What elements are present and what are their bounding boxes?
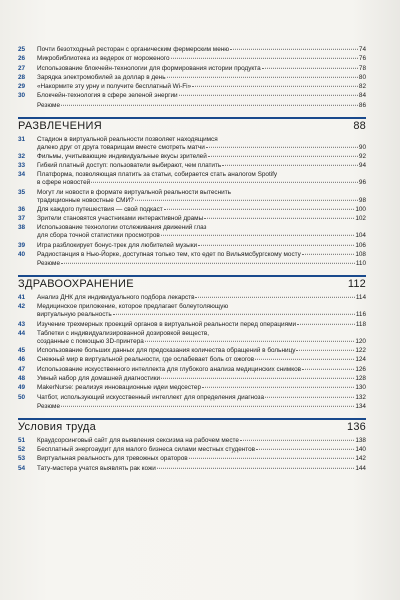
- entry-title: Таблетки с индивидуализированной дозировкой веществ,: [37, 329, 210, 337]
- entry-number: 27: [18, 64, 26, 72]
- entry-title: Медицинское приложение, которое предлагает болеутоляющую: [37, 303, 229, 311]
- dot-leader: [157, 468, 355, 469]
- entry-number: 28: [18, 73, 26, 81]
- entry-number: 25: [18, 46, 26, 53]
- dot-leader: [61, 406, 354, 407]
- entry-number: 35: [18, 188, 26, 196]
- toc-entry: [18, 375, 366, 383]
- dot-leader: [222, 165, 358, 166]
- entry-number: 41: [18, 294, 26, 302]
- entry-number: 31: [18, 135, 26, 143]
- section-page-number: 88: [353, 119, 366, 132]
- section-title: ЗДРАВООХРАНЕНИЕ: [18, 278, 134, 291]
- toc-entry: [18, 366, 366, 374]
- entry-page-number: 74: [358, 46, 366, 53]
- dot-leader: [192, 86, 358, 87]
- entry-title: Зарядка электромобилей за доллар в день: [37, 73, 166, 81]
- entry-title: в сфере новостей: [37, 179, 91, 187]
- toc-entry: [18, 171, 366, 187]
- section-header: [18, 275, 366, 290]
- entry-page-number: 134: [355, 402, 366, 410]
- entry-page-number: 116: [355, 311, 366, 319]
- entry-number: 49: [18, 384, 26, 392]
- entry-title: Умный набор для домашней диагностики: [37, 375, 161, 383]
- toc-entry: [18, 55, 366, 63]
- entry-page-number: 82: [358, 83, 366, 91]
- entry-number: 44: [18, 329, 26, 337]
- toc-entry: [18, 294, 366, 302]
- entry-number: 47: [18, 365, 26, 373]
- entry-title: Зрители становятся участниками интерактивной драмы: [37, 215, 204, 223]
- entry-page-number: 108: [355, 250, 366, 258]
- toc-entry: [18, 215, 366, 223]
- entry-title: Могут ли новости в формате виртуальной реальности вытеснить: [37, 188, 231, 196]
- entry-title: Резюме: [37, 101, 60, 109]
- section-header: [18, 418, 366, 433]
- entry-title: Использование больших данных для предсказания количества обращений в больницу: [37, 347, 296, 355]
- entry-page-number: 144: [355, 464, 366, 472]
- entry-title: Платформа, позволяющая платить за статьи, собирается стать аналогом Spotify: [37, 171, 278, 179]
- toc-entry: [18, 74, 366, 82]
- entry-number: 54: [18, 464, 26, 472]
- toc-entry: [18, 330, 366, 346]
- entry-page-number: 80: [358, 73, 366, 81]
- entry-title: Резюме: [37, 402, 60, 410]
- entry-page-number: 128: [355, 375, 366, 383]
- section-title: РАЗВЛЕЧЕНИЯ: [18, 119, 102, 132]
- toc-entry: [18, 455, 366, 463]
- toc-entry: [18, 224, 366, 240]
- dot-leader: [164, 209, 355, 210]
- entry-title: «Накормите эту урну и получите бесплатный Wi-Fi»: [37, 83, 192, 91]
- entry-page-number: 84: [358, 92, 366, 100]
- entry-page-number: 124: [355, 356, 366, 364]
- toc-entry: [18, 153, 366, 161]
- entry-number: 50: [18, 393, 26, 401]
- entry-page-number: 92: [358, 152, 366, 160]
- dot-leader: [230, 49, 358, 50]
- entry-title: традиционные новостные СМИ?: [37, 196, 134, 204]
- dot-leader: [206, 146, 358, 147]
- toc-entry: [18, 189, 366, 205]
- entry-title: Чатбот, использующий искусственный интеллект для определения диагноза: [37, 393, 265, 401]
- dot-leader: [256, 449, 354, 450]
- entry-number: 29: [18, 83, 26, 91]
- dot-leader: [204, 218, 354, 219]
- entry-page-number: 110: [355, 260, 366, 268]
- entry-page-number: 90: [358, 143, 366, 151]
- entry-title: Стадион в виртуальной реальности позволяет находящимся: [37, 135, 218, 143]
- toc-entry: [18, 303, 366, 319]
- entry-number: 42: [18, 303, 26, 311]
- entry-title: Для каждого путешествия — свой подкаст: [37, 205, 163, 213]
- dot-leader: [179, 95, 358, 96]
- entry-title: Использование искусственного интеллекта для глубокого анализа медицинских снимков: [37, 365, 302, 373]
- dot-leader: [161, 378, 354, 379]
- entry-title: Изучение трехмерных проекций органов в виртуальной реальности перед операциями: [37, 320, 297, 328]
- toc-entry: [18, 321, 366, 329]
- toc-entry: [18, 242, 366, 250]
- entry-title: Микробиблиотека из ведерок от мороженого: [37, 55, 170, 63]
- toc-entry: [18, 251, 366, 259]
- table-of-contents: [18, 46, 366, 474]
- entry-title: Краудсорсинговый сайт для выявления сексизма на рабочем месте: [37, 436, 239, 444]
- entry-title: далеко друг от друга товарищам вместе смотреть матчи: [37, 143, 205, 151]
- entry-number: 52: [18, 446, 26, 454]
- toc-entry: [18, 65, 366, 73]
- entry-number: 53: [18, 455, 26, 463]
- entry-page-number: 122: [355, 347, 366, 355]
- toc-entry: [18, 83, 366, 91]
- toc-summary-entry: [18, 260, 366, 268]
- dot-leader: [91, 182, 358, 183]
- entry-page-number: 140: [355, 446, 366, 454]
- entry-title: Игра разблокирует бонус-трек для любителей музыки: [37, 241, 198, 249]
- entry-number: 32: [18, 152, 26, 160]
- dot-leader: [262, 67, 358, 68]
- dot-leader: [240, 440, 354, 441]
- toc-entry: [18, 465, 366, 473]
- entry-title: Радиостанция в Нью-Йорке, доступная только тем, кто едет по Вильямсбургскому мосту: [37, 250, 301, 258]
- dot-leader: [171, 58, 358, 59]
- entry-title: Тату-мастера учатся выявлять рак кожи: [37, 464, 156, 472]
- dot-leader: [198, 244, 354, 245]
- entry-page-number: 106: [355, 241, 366, 249]
- entry-number: 40: [18, 250, 26, 258]
- entry-title: Фильмы, учитывающие индивидуальные вкусы зрителей: [37, 152, 207, 160]
- dot-leader: [302, 254, 354, 255]
- entry-title: Использование блокчейн-технологии для формирования истории продукта: [37, 64, 261, 72]
- entry-number: 26: [18, 55, 26, 63]
- entry-number: 33: [18, 162, 26, 170]
- entry-number: 37: [18, 215, 26, 223]
- dot-leader: [195, 297, 354, 298]
- entry-title: Использование технологии отслеживания движений глаз: [37, 224, 207, 232]
- dot-leader: [189, 458, 355, 459]
- toc-entry: [18, 46, 366, 54]
- toc-entry: [18, 92, 366, 100]
- dot-leader: [61, 105, 358, 106]
- entry-title: Гибкий платный доступ: пользователи выбирают, чем платить: [37, 162, 222, 170]
- entry-title: для сбора точной статистики просмотров: [37, 232, 160, 240]
- entry-number: 36: [18, 205, 26, 213]
- dot-leader: [61, 263, 355, 264]
- entry-title: Почти безотходный ресторан с органическим фермерским меню: [37, 46, 230, 53]
- entry-page-number: 100: [355, 205, 366, 213]
- entry-page-number: 120: [355, 337, 366, 345]
- dot-leader: [145, 341, 355, 342]
- toc-entry: [18, 437, 366, 445]
- toc-entry: [18, 162, 366, 170]
- entry-number: 39: [18, 241, 26, 249]
- toc-entry: [18, 394, 366, 402]
- dot-leader: [297, 323, 355, 324]
- toc-entry: [18, 347, 366, 355]
- section-title: Условия труда: [18, 420, 97, 433]
- entry-number: 51: [18, 436, 26, 444]
- toc-entry: [18, 446, 366, 454]
- toc-entry: [18, 206, 366, 214]
- entry-title: MakerNurse: реализуя инновационные идеи медсестер: [37, 384, 201, 392]
- entry-page-number: 130: [355, 384, 366, 392]
- entry-page-number: 96: [358, 179, 366, 187]
- dot-leader: [302, 369, 354, 370]
- entry-page-number: 102: [355, 215, 366, 223]
- entry-page-number: 86: [358, 101, 366, 109]
- entry-page-number: 78: [358, 64, 366, 72]
- entry-title: Резюме: [37, 260, 60, 268]
- dot-leader: [265, 396, 354, 397]
- entry-number: 30: [18, 92, 26, 100]
- section-page-number: 136: [347, 420, 366, 433]
- dot-leader: [113, 314, 355, 315]
- entry-title: Снежный мир в виртуальной реальности, где ослабевает боль от ожогов: [37, 356, 255, 364]
- entry-page-number: 142: [355, 455, 366, 463]
- entry-page-number: 114: [355, 294, 366, 302]
- dot-leader: [161, 235, 355, 236]
- entry-page-number: 126: [355, 365, 366, 373]
- section-header: [18, 117, 366, 132]
- entry-number: 46: [18, 356, 26, 364]
- dot-leader: [296, 350, 354, 351]
- entry-title: Бесплатный энергоаудит для малого бизнеса силами местных студентов: [37, 446, 256, 454]
- entry-page-number: 76: [358, 55, 366, 63]
- section-page-number: 112: [347, 278, 366, 291]
- toc-entry: [18, 356, 366, 364]
- dot-leader: [167, 77, 358, 78]
- toc-entry: [18, 136, 366, 152]
- toc-summary-entry: [18, 102, 366, 110]
- toc-entry: [18, 384, 366, 392]
- entry-number: 48: [18, 375, 26, 383]
- dot-leader: [255, 359, 354, 360]
- entry-number: 45: [18, 347, 26, 355]
- dot-leader: [208, 156, 358, 157]
- entry-title: Анализ ДНК для индивидуального подбора лекарств: [37, 294, 195, 302]
- dot-leader: [202, 387, 354, 388]
- entry-page-number: 104: [355, 232, 366, 240]
- entry-title: Виртуальная реальность для тревожных ораторов: [37, 455, 188, 463]
- toc-summary-entry: [18, 403, 366, 411]
- entry-page-number: 98: [358, 196, 366, 204]
- entry-number: 38: [18, 224, 26, 232]
- entry-page-number: 132: [355, 393, 366, 401]
- entry-page-number: 94: [358, 162, 366, 170]
- entry-page-number: 118: [355, 320, 366, 328]
- dot-leader: [135, 199, 358, 200]
- entry-title: созданные с помощью 3D-принтера: [37, 337, 144, 345]
- entry-title: виртуальную реальность: [37, 311, 112, 319]
- entry-number: 34: [18, 171, 26, 179]
- entry-page-number: 138: [355, 436, 366, 444]
- entry-number: 43: [18, 320, 26, 328]
- entry-title: Блокчейн-технология в сфере зеленой энергии: [37, 92, 178, 100]
